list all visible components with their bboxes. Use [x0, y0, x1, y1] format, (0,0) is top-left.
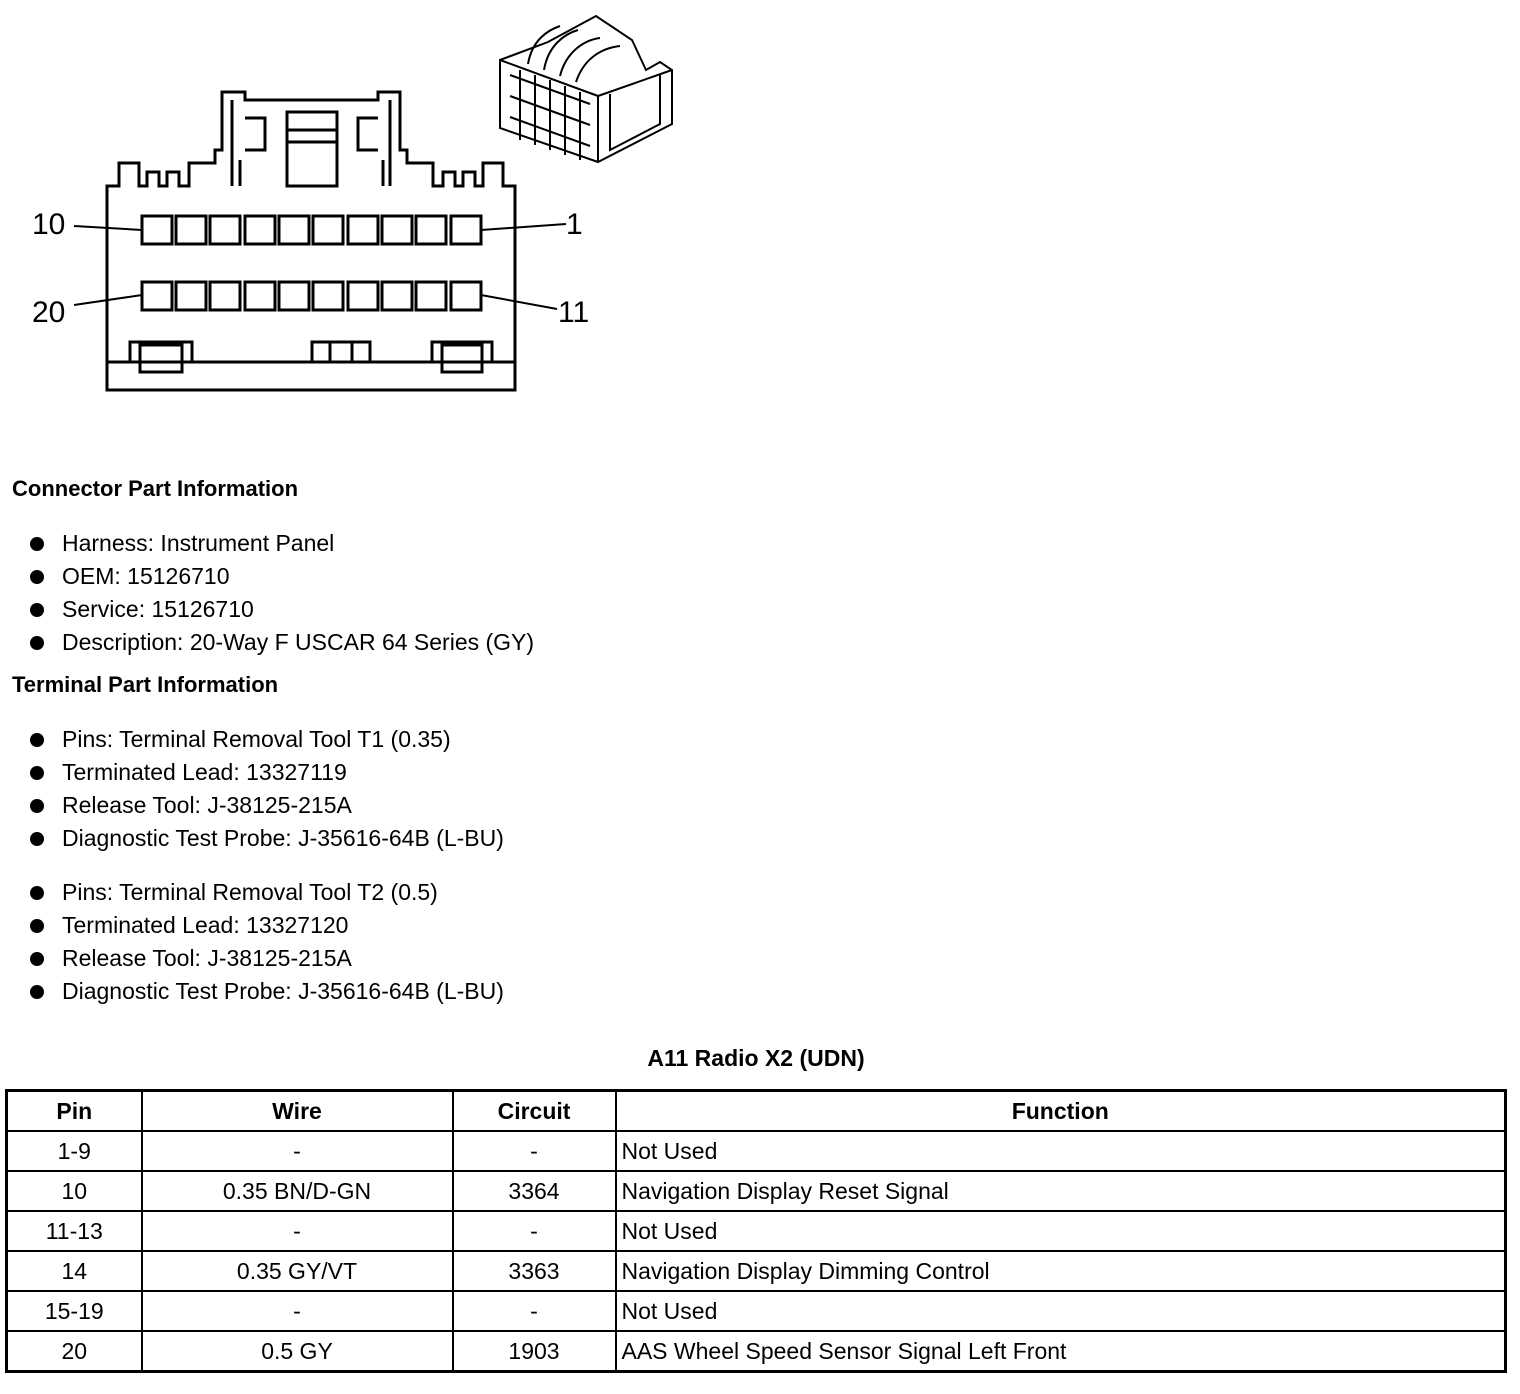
- cell-circuit: -: [453, 1291, 616, 1331]
- list-item: [0, 527, 534, 560]
- connector-part-heading: Connector Part Information: [12, 476, 299, 501]
- list-item-text: Description: 20-Way F USCAR 64 Series (GY): [62, 629, 535, 655]
- pin-cavity-1: [451, 216, 481, 244]
- list-item-text: Harness: Instrument Panel: [62, 530, 335, 556]
- terminal-part-list-1: [0, 723, 504, 855]
- pin-cavity-7: [245, 216, 275, 244]
- table-row: [7, 1291, 1506, 1331]
- list-item-text: Pins: Terminal Removal Tool T1 (0.35): [62, 726, 451, 752]
- pin-cavity-6: [279, 216, 309, 244]
- list-item: [0, 876, 504, 909]
- pin-cavity-14: [348, 282, 378, 310]
- bullet-icon: [30, 603, 44, 617]
- cell-function: Navigation Display Reset Signal: [616, 1171, 1506, 1211]
- cell-pin: 14: [7, 1251, 142, 1291]
- list-item: [0, 822, 504, 855]
- list-item-text: OEM: 15126710: [62, 563, 230, 589]
- header-circuit: Circuit: [453, 1091, 616, 1132]
- bullet-icon: [30, 570, 44, 584]
- pin-cavity-10: [142, 216, 172, 244]
- header-function: Function: [616, 1091, 1506, 1132]
- cell-circuit: -: [453, 1211, 616, 1251]
- connector-diagram: [0, 0, 700, 420]
- bullet-icon: [30, 766, 44, 780]
- table-row: [7, 1171, 1506, 1211]
- list-item-text: Release Tool: J-38125-215A: [62, 945, 352, 971]
- bullet-icon: [30, 733, 44, 747]
- cell-pin: 15-19: [7, 1291, 142, 1331]
- pin-cavity-16: [279, 282, 309, 310]
- bullet-icon: [30, 537, 44, 551]
- list-item-text: Diagnostic Test Probe: J-35616-64B (L-BU): [62, 978, 504, 1004]
- pin-cavity-12: [416, 282, 446, 310]
- cell-wire: 0.35 GY/VT: [142, 1251, 453, 1291]
- list-item: [0, 723, 504, 756]
- pin-cavity-11: [451, 282, 481, 310]
- cell-wire: 0.35 BN/D-GN: [142, 1171, 453, 1211]
- pin-cavity-17: [245, 282, 275, 310]
- pin-label-1: 1: [566, 208, 583, 241]
- list-item: [0, 756, 504, 789]
- header-wire: Wire: [142, 1091, 453, 1132]
- pinout-table: [5, 1089, 1507, 1373]
- list-item: [0, 975, 504, 1008]
- list-item: [0, 789, 504, 822]
- list-item: [0, 942, 504, 975]
- bullet-icon: [30, 952, 44, 966]
- pin-label-20: 20: [32, 296, 66, 329]
- pin-cavity-2: [416, 216, 446, 244]
- cell-function: AAS Wheel Speed Sensor Signal Left Front: [616, 1331, 1506, 1372]
- cell-function: Not Used: [616, 1291, 1506, 1331]
- table-row: [7, 1131, 1506, 1171]
- bullet-icon: [30, 832, 44, 846]
- cell-function: Not Used: [616, 1131, 1506, 1171]
- list-item: [0, 560, 534, 593]
- table-title: A11 Radio X2 (UDN): [647, 1045, 865, 1071]
- pin-label-11: 11: [558, 296, 590, 329]
- cell-wire: -: [142, 1211, 453, 1251]
- pin-cavity-19: [176, 282, 206, 310]
- pin-cavity-9: [176, 216, 206, 244]
- cell-wire: 0.5 GY: [142, 1331, 453, 1372]
- cell-circuit: -: [453, 1131, 616, 1171]
- pin-cavity-8: [210, 216, 240, 244]
- pin-cavity-20: [142, 282, 172, 310]
- list-item-text: Terminated Lead: 13327119: [62, 759, 347, 785]
- terminal-part-list-2: [0, 876, 504, 1008]
- table-row: [7, 1251, 1506, 1291]
- header-pin: Pin: [7, 1091, 142, 1132]
- cell-circuit: 1903: [453, 1331, 616, 1372]
- table-row: [7, 1211, 1506, 1251]
- pin-label-10: 10: [32, 208, 66, 241]
- pin-cavity-4: [348, 216, 378, 244]
- bullet-icon: [30, 636, 44, 650]
- list-item: [0, 909, 504, 942]
- list-item: [0, 593, 534, 626]
- list-item-text: Pins: Terminal Removal Tool T2 (0.5): [62, 879, 438, 905]
- list-item-text: Release Tool: J-38125-215A: [62, 792, 352, 818]
- table-row: [7, 1331, 1506, 1372]
- cell-pin: 10: [7, 1171, 142, 1211]
- cell-pin: 11-13: [7, 1211, 142, 1251]
- bullet-icon: [30, 886, 44, 900]
- cell-pin: 1-9: [7, 1131, 142, 1171]
- cell-function: Not Used: [616, 1211, 1506, 1251]
- terminal-part-heading: Terminal Part Information: [12, 672, 279, 697]
- pin-cavity-15: [313, 282, 343, 310]
- list-item: [0, 626, 534, 659]
- connector-isometric-icon: [500, 16, 672, 162]
- cell-pin: 20: [7, 1331, 142, 1372]
- pin-cavity-18: [210, 282, 240, 310]
- pin-cavity-3: [382, 216, 412, 244]
- bullet-icon: [30, 985, 44, 999]
- cell-function: Navigation Display Dimming Control: [616, 1251, 1506, 1291]
- connector-part-list: [0, 527, 534, 659]
- bullet-icon: [30, 799, 44, 813]
- list-item-text: Diagnostic Test Probe: J-35616-64B (L-BU): [62, 825, 504, 851]
- pin-cavity-13: [382, 282, 412, 310]
- list-item-text: Service: 15126710: [62, 596, 254, 622]
- cell-wire: -: [142, 1131, 453, 1171]
- bullet-icon: [30, 919, 44, 933]
- list-item-text: Terminated Lead: 13327120: [62, 912, 349, 938]
- table-header-row: [7, 1091, 1506, 1132]
- cell-wire: -: [142, 1291, 453, 1331]
- pin-cavity-5: [313, 216, 343, 244]
- cell-circuit: 3363: [453, 1251, 616, 1291]
- cell-circuit: 3364: [453, 1171, 616, 1211]
